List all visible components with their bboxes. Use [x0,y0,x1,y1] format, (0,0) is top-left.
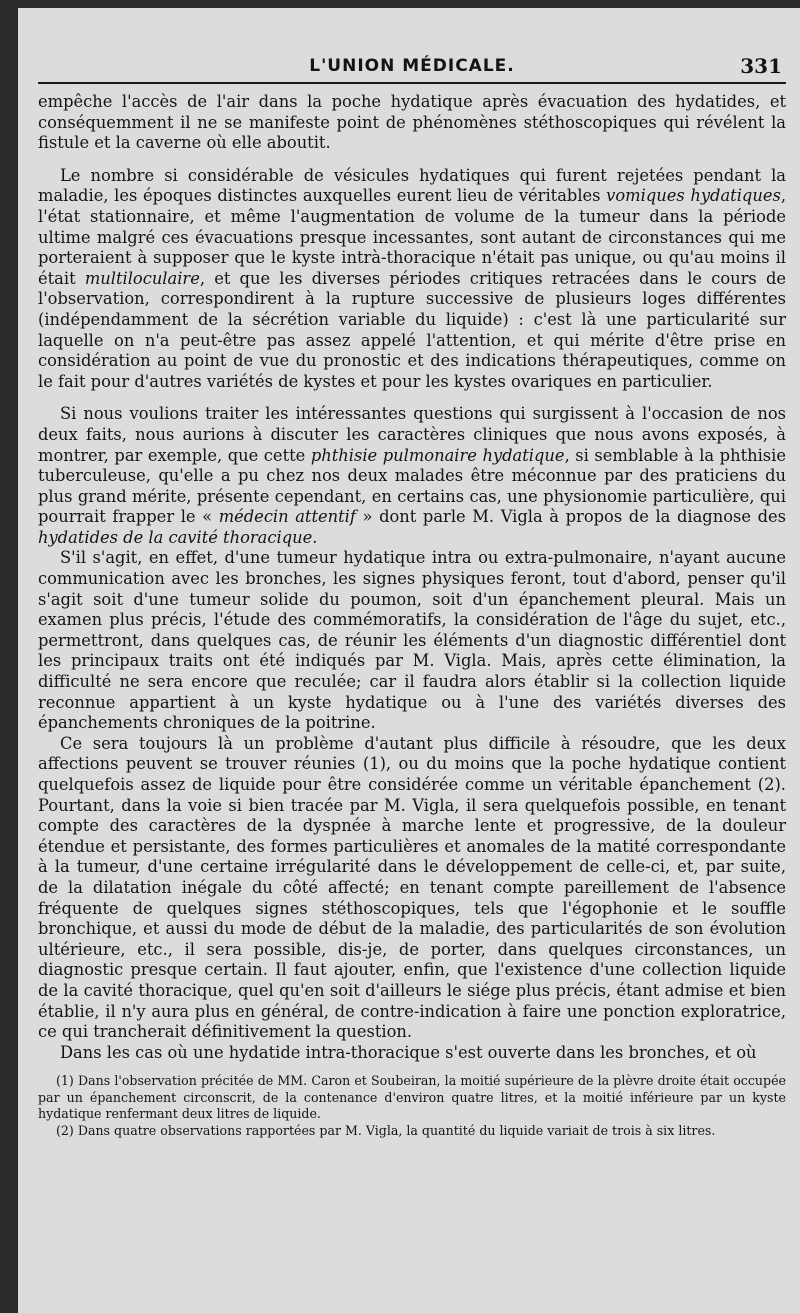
paragraph-4 [38,548,786,733]
footnote-1: (1) Dans l'observation précitée de MM. Caron et Soubeiran, la moitié supérieure de la plèvre droite était occupée par un épanchement circonscrit, de la contenance d'environ quatre litres, et la moitié inférieure par un kyste hydatique renfermant deux litres de liquide. [38,1073,786,1122]
running-title: L'UNION MÉDICALE. [309,56,515,76]
italic-term: phthisie pulmonaire hydatique [310,445,565,465]
paragraph-text: , l'état stationnaire, et même l'augmentation de volume de la tumeur dans la période ultime malgré ces évacuations presque incessantes, sont autant de circonstances qui me porteraient à supposer que le kyste intrà-thoracique n'était pas unique, ou qu'au moins il était [38,186,786,288]
paragraph-1 [38,92,786,154]
paragraph-text: Si nous voulions traiter les intéressantes questions qui surgissent à l'occasion de nos deux faits, nous aurions à discuter les caractères cliniques que nous avons exposés, à montrer, par exemple, que cette [38,404,786,465]
running-header [38,52,786,84]
paragraph-2 [38,166,786,393]
italic-term: vomiques hydatiques [606,186,781,206]
paragraph-text: empêche l'accès de l'air dans la poche hydatique après évacuation des hydatides, et conséquemment il ne se manifeste point de phénomènes stéthoscopiques qui révélent la fistule et la caverne où elle aboutit. [38,92,786,153]
italic-term: multiloculaire [84,268,200,288]
paragraph-text: Le nombre si considérable de vésicules hydatiques qui furent rejetées pendant la maladie, les époques distinctes auxquelles eurent lieu de véritables [38,165,786,206]
paragraph-6 [38,1043,786,1064]
paragraph-3 [38,404,786,548]
paragraph-text: Dans les cas où une hydatide intra-thoracique s'est ouverte dans les bronches, et où [60,1042,757,1062]
page-number: 331 [740,54,782,78]
paragraph-text: , et que les diverses périodes critiques retracées dans le cours de l'observation, correspondirent à la rupture successive de plusieurs loges différentes (indépendamment de la sécrétion variable du liquide) : c'est là une particularité sur laquelle on n'a peut-être pas assez appelé l'attention, et qui mérite d'être prise en considération au point de vue du pronostic et des indications thérapeutiques, comme on le fait pour d'autres variétés de kystes et pour les kystes ovariques en particulier. [38,268,787,391]
italic-term: hydatides de la cavité thoracique [38,527,313,547]
paragraph-text: Ce sera toujours là un problème d'autant plus difficile à résoudre, que les deux affections peuvent se trouver réunies (1), ou du moins que la poche hydatique contient quelquefois assez de liquide pour être considérée comme un véritable épanchement (2). Pourtant, dans la voie si bien tracée par M. Vigla, il sera quelquefois possible, en tenant compte des caractères de la dyspnée à marche lente et progressive, de la douleur étendue et persistante, des formes particulières et anomales de la matité correspondante à la tumeur, d'une certaine irrégularité dans le développement de celle-ci, et, par suite, de la dilatation inégale du côté affecté; en tenant compte pareillement de l'absence fréquente de quelques signes stéthoscopiques, tels que l'égophonie et le souffle bronchique, et aussi du mode de début de la maladie, des particularités de son évolution ultérieure, etc., il sera possible, dis-je, de porter, dans quelques circonstances, un diagnostic presque certain. Il faut ajouter, enfin, que l'existence d'une collection liquide de la cavité thoracique, quel qu'en soit d'ailleurs le siége plus précis, étant admise et bien établie, il n'y aura plus en général, de contre-indication à faire une ponction exploratrice, ce qui trancherait définitivement la question. [38,733,786,1042]
paragraph-5 [38,734,786,1043]
paragraph-text: , si semblable à la phthisie tuberculeuse, qu'elle a pu chez nos deux malades être méconnue par des praticiens du plus grand mérite, présente cependant, en certains cas, une physionomie particulière, qui pourrait frapper le « [38,445,787,527]
book-page [18,8,800,1313]
paragraph-text: S'il s'agit, en effet, d'une tumeur hydatique intra ou extra-pulmonaire, n'ayant aucune communication avec les bronches, les signes physiques feront, tout d'abord, penser qu'il s'agit soit d'une tumeur solide du poumon, soit d'un épanchement pleural. Mais un examen plus précis, l'étude des commémoratifs, la considération de l'âge du sujet, etc., permettront, dans quelques cas, de réunir les éléments d'un diagnostic différentiel dont les principaux traits ont été indiqués par M. Vigla. Mais, après cette élimination, la difficulté ne sera encore que reculée; car il faudra alors établir si la collection liquide reconnue appartient à un kyste hydatique ou à l'une des variétés diverses des épanchements chroniques de la poitrine. [38,548,786,733]
footnote-2: (2) Dans quatre observations rapportées par M. Vigla, la quantité du liquide variait de trois à six litres. [56,1122,716,1138]
body-text [38,92,786,1063]
italic-term: médecin attentif [218,507,356,527]
footnotes [38,1073,786,1139]
paragraph-text: . [312,527,318,547]
paragraph-text: » dont parle M. Vigla à propos de la diagnose des [355,507,786,527]
